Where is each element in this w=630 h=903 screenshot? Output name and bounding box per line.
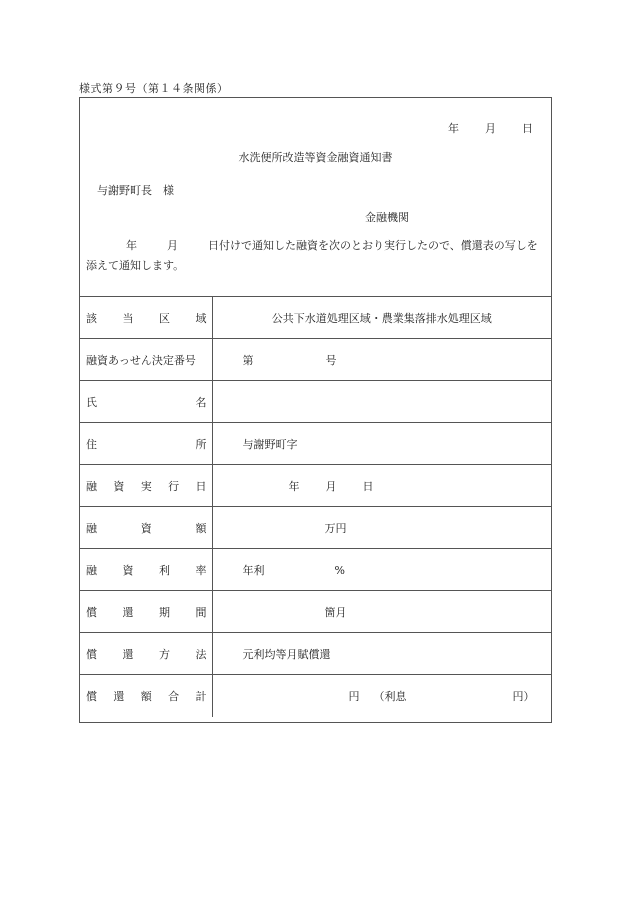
- value-area: 公共下水道処理区域・農業集落排水処理区域: [212, 297, 551, 339]
- notice-body: [86, 236, 548, 276]
- body-month: 月: [167, 239, 178, 252]
- label-address: 住 所: [80, 423, 212, 465]
- table-row: [80, 381, 551, 423]
- label-interest-rate: 融 資 利 率: [80, 549, 212, 591]
- value-address: 与謝野町字: [212, 423, 551, 465]
- loan-details-table: [80, 296, 551, 717]
- label-area: 該 当 区 域: [80, 297, 212, 339]
- form-number-label: 様式第９号（第１４条関係）: [79, 82, 229, 95]
- value-execution-date: 年 月 日: [212, 465, 551, 507]
- value-repayment-method: 元利均等月賦償還: [212, 633, 551, 675]
- label-execution-date: 融 資 実 行 日: [80, 465, 212, 507]
- table-row: [80, 507, 551, 549]
- table-row: [80, 339, 551, 381]
- value-repayment-total: 円 （利息 円）: [212, 675, 551, 717]
- addressee: 与謝野町長 様: [97, 184, 174, 197]
- label-repayment-period: 償 還 期 間: [80, 591, 212, 633]
- table-row: [80, 591, 551, 633]
- date-line: [448, 120, 533, 136]
- table-row: [80, 297, 551, 339]
- value-loan-amount: 万円: [212, 507, 551, 549]
- table-row: [80, 549, 551, 591]
- financial-institution: 金融機関: [365, 211, 409, 224]
- label-loan-amount: 融 資 額: [80, 507, 212, 549]
- value-name: [212, 381, 551, 423]
- value-decision-number: 第 号: [212, 339, 551, 381]
- table-row: [80, 423, 551, 465]
- notification-form: [79, 97, 552, 723]
- document-title: 水洗便所改造等資金融資通知書: [238, 151, 393, 164]
- body-text: 日付けで通知した融資を次のとおり実行したので、償還表の写しを添えて通知します。: [86, 239, 538, 272]
- label-decision-number: 融資あっせん決定番号: [80, 339, 212, 381]
- table-row: [80, 633, 551, 675]
- label-repayment-method: 償 還 方 法: [80, 633, 212, 675]
- table-row: [80, 465, 551, 507]
- date-day: 日: [522, 122, 533, 135]
- label-name: 氏 名: [80, 381, 212, 423]
- table-row: [80, 675, 551, 717]
- label-repayment-total: 償 還 額 合 計: [80, 675, 212, 717]
- value-repayment-period: 箇月: [212, 591, 551, 633]
- date-month: 月: [485, 122, 496, 135]
- body-year: 年: [126, 239, 137, 252]
- value-interest-rate: 年利 %: [212, 549, 551, 591]
- date-year: 年: [448, 122, 459, 135]
